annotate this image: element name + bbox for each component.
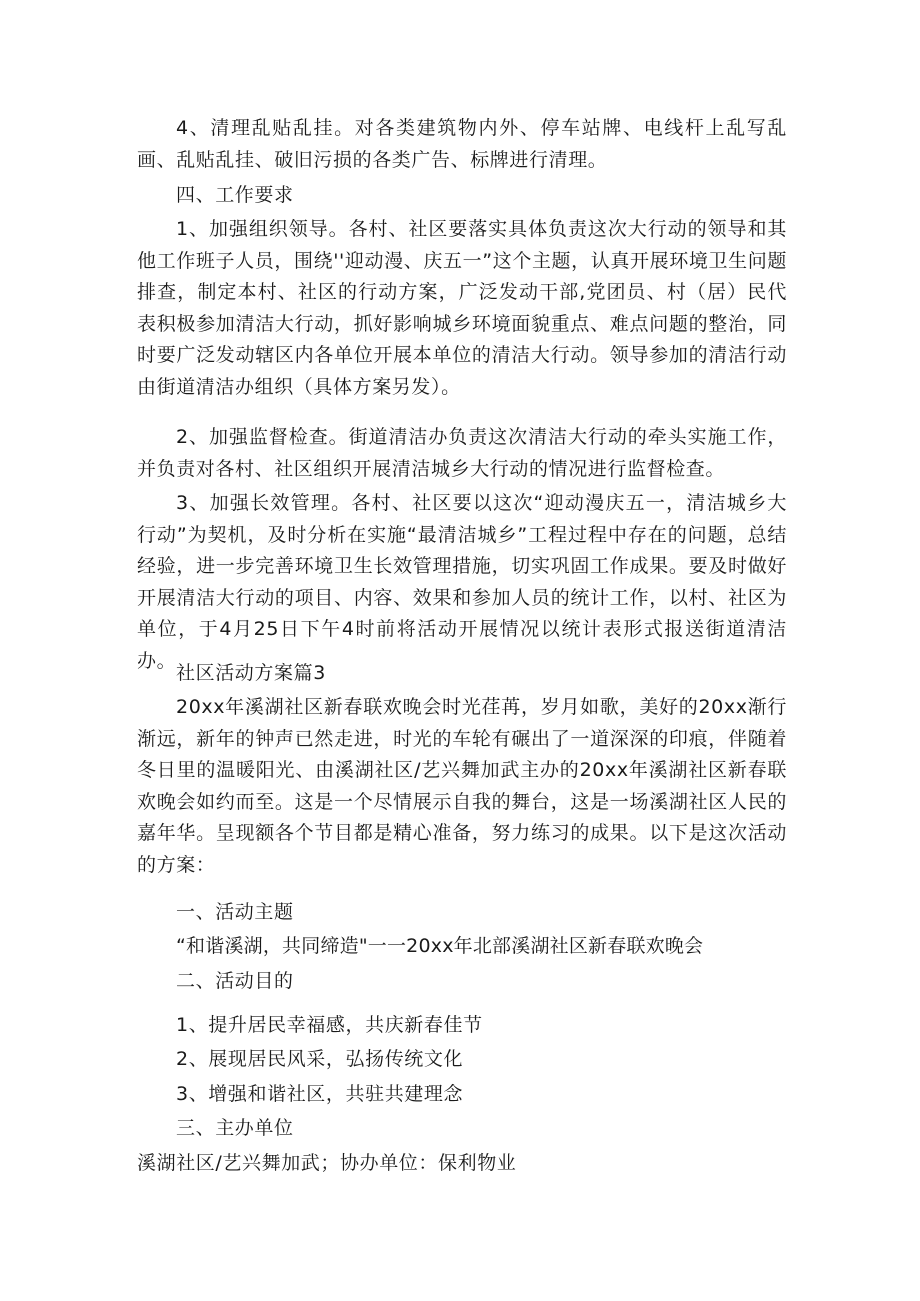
heading-organizer: 三、主办单位 [176,1117,294,1139]
paragraph-activity-theme: “和谐溪湖，共同缔造"一一20xx年北部溪湖社区新春联欢晚会 [176,935,704,957]
heading-activity-purpose: 二、活动目的 [176,970,294,992]
heading-activity-theme: 一、活动主题 [176,901,294,923]
purpose-item-1: 1、提升居民幸福感，共庆新春佳节 [176,1014,483,1036]
paragraph-requirement-3: 3、加强长效管理。各村、社区要以这次“迎动漫庆五一，清洁城乡大行动”为契机，及时分析在实施“最清洁城乡”工程过程中存在的问题，总结经验，进一步完善环境卫生长效管理措施，切实巩固工作成果。要及时做好开展清洁大行动的项目、内容、效果和参加人员的统计工作，以村、社区为单位，于4月25日下午4时前将活动开展情况以统计表形式报送街道清洁办。 [137,492,787,672]
paragraph-gala-intro: 20xx年溪湖社区新春联欢晚会时光荏苒，岁月如歌，美好的20xx渐行渐远，新年的钟声已然走进，时光的车轮有碾出了一道深深的印痕，伴随着冬日里的温暖阳光、由溪湖社区/艺兴舞加武主办的20xx年溪湖社区新春联欢晚会如约而至。这是一个尽情展示自我的舞台，这是一场溪湖社区人民的嘉年华。呈现额各个节目都是精心准备，努力练习的成果。以下是这次活动的方案： [137,696,787,876]
paragraph-requirement-1: 1、加强组织领导。各村、社区要落实具体负责这次大行动的领导和其他工作班子人员，围绕''迎动漫、庆五一”这个主题，认真开展环境卫生问题排查，制定本村、社区的行动方案，广泛发动干部,党团员、村（居）民代表积极参加清洁大行动，抓好影响城乡环境面貌重点、难点问题的整治，同时要广泛发动辖区内各单位开展本单位的清洁大行动。领导参加的清洁行动由街道清洁办组织（具体方案另发）。 [137,218,787,398]
purpose-item-3: 3、增强和谐社区，共驻共建理念 [176,1083,464,1105]
section-title-plan-3: 社区活动方案篇3 [176,662,326,684]
paragraph-requirement-2: 2、加强监督检查。街道清洁办负责这次清洁大行动的牵头实施工作，并负责对各村、社区组织开展清洁城乡大行动的情况进行监督检查。 [137,426,787,480]
paragraph-organizer: 溪湖社区/艺兴舞加武；协办单位：保利物业 [137,1152,517,1174]
purpose-item-2: 2、展现居民风采，弘扬传统文化 [176,1048,464,1070]
section-heading-work-requirements: 四、工作要求 [176,184,294,206]
paragraph-cleanup-item-4: 4、清理乱贴乱挂。对各类建筑物内外、停车站牌、电线杆上乱写乱画、乱贴乱挂、破旧污损的各类广告、标牌进行清理。 [137,117,787,171]
